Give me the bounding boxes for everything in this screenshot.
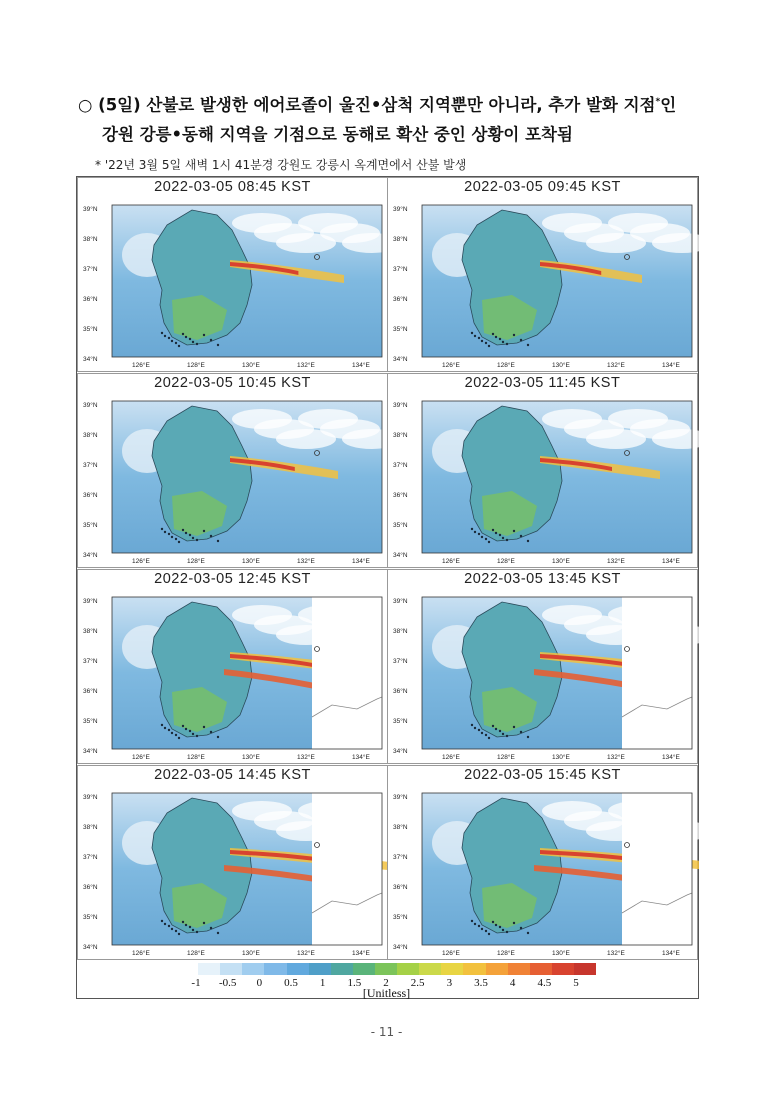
island-dot (485, 930, 487, 932)
island-dot (175, 342, 177, 344)
no-data-area (312, 793, 382, 945)
lat-label: 35°N (83, 326, 98, 333)
colorbar (176, 963, 596, 975)
footnote-mark: * (655, 97, 661, 107)
lat-label: 38°N (393, 628, 408, 635)
island-dot (527, 540, 529, 542)
colorbar-tick-label: 2 (383, 977, 389, 989)
lat-label: 34°N (83, 748, 98, 755)
colorbar-swatch (287, 963, 309, 975)
panel-title: 2022-03-05 12:45 KST (154, 571, 311, 587)
panel-title: 2022-03-05 09:45 KST (464, 179, 621, 195)
lon-label: 126°E (132, 558, 150, 565)
colorbar-tick-label: 1 (319, 977, 326, 989)
island-dot (474, 923, 476, 925)
island-dot (488, 737, 490, 739)
island-dot (527, 736, 529, 738)
lat-label: 36°N (393, 688, 408, 695)
island-dot (471, 332, 473, 334)
lon-label: 134°E (352, 950, 370, 957)
lon-label: 126°E (132, 950, 150, 957)
aerosol-map (78, 178, 389, 373)
colorbar-tick-label: -1 (191, 977, 201, 989)
island-dot (481, 928, 483, 930)
heading-line2: 강원 강릉•동해 지역을 기점으로 동해로 확산 중인 상황이 포착됨 (102, 124, 573, 144)
island-dot (488, 541, 490, 543)
lon-label: 128°E (187, 362, 205, 369)
lat-label: 35°N (83, 522, 98, 529)
lon-label: 130°E (552, 362, 570, 369)
island-dot (210, 927, 212, 929)
island-dot (196, 735, 198, 737)
lon-label: 132°E (607, 362, 625, 369)
island-dot (178, 345, 180, 347)
island-dot (499, 338, 501, 340)
colorbar-swatch (419, 963, 441, 975)
island-dot (161, 920, 163, 922)
lat-label: 37°N (393, 266, 408, 273)
lon-label: 132°E (297, 558, 315, 565)
lat-label: 38°N (83, 432, 98, 439)
colorbar-tick-label: -0.5 (218, 977, 237, 989)
lon-label: 132°E (297, 362, 315, 369)
colorbar-swatch (441, 963, 463, 975)
colorbar-swatch (198, 963, 220, 975)
aerosol-map (78, 374, 389, 569)
lon-label: 132°E (607, 558, 625, 565)
colorbar-swatch (397, 963, 419, 975)
lat-label: 38°N (83, 628, 98, 635)
island-dot (178, 933, 180, 935)
island-dot (481, 732, 483, 734)
lat-label: 36°N (83, 688, 98, 695)
island-dot (485, 342, 487, 344)
colorbar-swatch (530, 963, 552, 975)
island-dot (502, 733, 504, 735)
island-dot (471, 724, 473, 726)
island-dot (210, 731, 212, 733)
lon-label: 132°E (297, 754, 315, 761)
lat-label: 38°N (83, 824, 98, 831)
lat-label: 37°N (83, 266, 98, 273)
lat-label: 37°N (83, 854, 98, 861)
island-dot (161, 528, 163, 530)
island-dot (203, 334, 205, 336)
island-dot (502, 537, 504, 539)
island-dot (168, 925, 170, 927)
colorbar-swatch (486, 963, 508, 975)
island-dot (178, 737, 180, 739)
lat-label: 38°N (393, 236, 408, 243)
island-dot (492, 333, 494, 335)
heading-line1-end: 인 (660, 95, 677, 115)
lon-label: 128°E (187, 754, 205, 761)
island-dot (527, 932, 529, 934)
aerosol-map (78, 570, 389, 765)
colorbar-tick-label: 4.5 (537, 977, 552, 989)
lat-label: 34°N (393, 356, 408, 363)
map-panel (77, 373, 388, 568)
lat-label: 34°N (393, 944, 408, 951)
lon-label: 130°E (552, 754, 570, 761)
island-dot (506, 539, 508, 541)
colorbar-swatch (574, 963, 596, 975)
island-dot (478, 925, 480, 927)
map-panel (387, 765, 698, 960)
island-dot (495, 532, 497, 534)
island-dot (182, 921, 184, 923)
map-panel (387, 373, 698, 568)
island-dot (164, 335, 166, 337)
island-dot (499, 730, 501, 732)
island-dot (471, 920, 473, 922)
colorbar-swatch (375, 963, 397, 975)
lat-label: 35°N (393, 522, 408, 529)
lat-label: 38°N (393, 824, 408, 831)
colorbar-tick-label: 3 (446, 977, 453, 989)
lon-label: 128°E (497, 754, 515, 761)
island-dot (203, 726, 205, 728)
island-dot (478, 337, 480, 339)
map-panel (387, 177, 698, 372)
island-dot (485, 734, 487, 736)
lat-label: 35°N (393, 326, 408, 333)
lon-label: 132°E (607, 754, 625, 761)
colorbar-swatch (309, 963, 331, 975)
island-dot (189, 338, 191, 340)
aerosol-map (388, 178, 699, 373)
island-dot (210, 535, 212, 537)
island-dot (210, 339, 212, 341)
island-dot (192, 929, 194, 931)
island-dot (175, 734, 177, 736)
island-dot (499, 534, 501, 536)
colorbar-tick-label: 4 (509, 977, 516, 989)
panel-title: 2022-03-05 10:45 KST (154, 375, 311, 391)
island-dot (502, 929, 504, 931)
lat-label: 37°N (393, 658, 408, 665)
lat-label: 39°N (393, 794, 408, 801)
lat-label: 36°N (83, 884, 98, 891)
heading (78, 88, 738, 149)
lon-label: 126°E (442, 754, 460, 761)
lat-label: 35°N (393, 914, 408, 921)
lat-label: 36°N (393, 492, 408, 499)
page-number: - 11 - (370, 1025, 403, 1039)
aerosol-map (78, 766, 389, 961)
lat-label: 37°N (83, 462, 98, 469)
island-dot (513, 334, 515, 336)
island-dot (192, 341, 194, 343)
colorbar-swatch (220, 963, 242, 975)
no-data-area (622, 597, 692, 749)
map-panel (77, 765, 388, 960)
island-dot (182, 529, 184, 531)
lat-label: 34°N (83, 552, 98, 559)
lat-label: 36°N (83, 492, 98, 499)
lon-label: 126°E (442, 558, 460, 565)
island-dot (520, 535, 522, 537)
island-dot (185, 532, 187, 534)
lat-label: 36°N (393, 296, 408, 303)
island-dot (161, 332, 163, 334)
lat-label: 35°N (83, 914, 98, 921)
island-dot (485, 538, 487, 540)
lon-label: 134°E (662, 950, 680, 957)
island-dot (506, 343, 508, 345)
island-dot (189, 926, 191, 928)
island-dot (175, 930, 177, 932)
island-dot (168, 337, 170, 339)
island-dot (171, 536, 173, 538)
lat-label: 39°N (83, 794, 98, 801)
lon-label: 128°E (497, 950, 515, 957)
colorbar-unit: [Unitless] (362, 986, 411, 1000)
colorbar-tick-label: 3.5 (474, 977, 488, 989)
island-dot (168, 729, 170, 731)
island-dot (196, 931, 198, 933)
island-dot (499, 926, 501, 928)
lat-label: 34°N (393, 748, 408, 755)
colorbar-swatch (353, 963, 375, 975)
lon-label: 134°E (352, 558, 370, 565)
island-dot (488, 345, 490, 347)
island-dot (217, 736, 219, 738)
lat-label: 35°N (393, 718, 408, 725)
lon-label: 126°E (132, 362, 150, 369)
colorbar-tick-label: 1.5 (347, 977, 362, 989)
heading-line1: (5일) 산불로 발생한 에어로졸이 울진•삼척 지역뿐만 아니라, 추가 발화 지점 (98, 95, 656, 115)
colorbar-swatch (264, 963, 286, 975)
island-dot (203, 530, 205, 532)
island-dot (171, 340, 173, 342)
lon-label: 126°E (442, 950, 460, 957)
island-dot (520, 927, 522, 929)
lon-label: 126°E (132, 754, 150, 761)
island-dot (513, 726, 515, 728)
lat-label: 39°N (83, 402, 98, 409)
lon-label: 134°E (662, 362, 680, 369)
colorbar-swatch (242, 963, 264, 975)
lat-label: 39°N (83, 206, 98, 213)
island-dot (217, 540, 219, 542)
map-panel (387, 569, 698, 764)
lon-label: 134°E (662, 558, 680, 565)
island-dot (185, 924, 187, 926)
island-dot (506, 735, 508, 737)
island-dot (488, 933, 490, 935)
map-panel (77, 177, 388, 372)
lat-label: 35°N (83, 718, 98, 725)
colorbar-swatch (508, 963, 530, 975)
lon-label: 134°E (662, 754, 680, 761)
island-dot (492, 921, 494, 923)
footnote: * '22년 3월 5일 새벽 1시 41분경 강원도 강릉시 옥계면에서 산불 발생 (95, 158, 467, 172)
lon-label: 130°E (552, 950, 570, 957)
island-dot (168, 533, 170, 535)
island-dot (520, 731, 522, 733)
colorbar-swatch (331, 963, 353, 975)
colorbar-tick-label: 5 (573, 977, 579, 989)
lon-label: 128°E (187, 950, 205, 957)
aerosol-map (388, 374, 699, 569)
island-dot (217, 932, 219, 934)
island-dot (481, 340, 483, 342)
island-dot (478, 729, 480, 731)
island-dot (182, 333, 184, 335)
lat-label: 39°N (393, 402, 408, 409)
lat-label: 39°N (393, 598, 408, 605)
island-dot (182, 725, 184, 727)
island-dot (527, 344, 529, 346)
island-dot (185, 336, 187, 338)
lon-label: 134°E (352, 754, 370, 761)
lat-label: 37°N (83, 658, 98, 665)
island-dot (185, 728, 187, 730)
colorbar-tick-label: 0 (256, 977, 263, 989)
island-dot (474, 727, 476, 729)
lat-label: 38°N (83, 236, 98, 243)
lon-label: 130°E (242, 362, 260, 369)
lat-label: 37°N (393, 854, 408, 861)
no-data-area (622, 793, 692, 945)
island-dot (520, 339, 522, 341)
island-dot (196, 539, 198, 541)
island-dot (203, 922, 205, 924)
panel-title: 2022-03-05 08:45 KST (154, 179, 311, 195)
lat-label: 39°N (393, 206, 408, 213)
panel-title: 2022-03-05 13:45 KST (464, 571, 621, 587)
colorbar-tick-label: 2.5 (410, 977, 425, 989)
island-dot (506, 931, 508, 933)
island-dot (178, 541, 180, 543)
island-dot (513, 922, 515, 924)
island-dot (474, 531, 476, 533)
aerosol-map (388, 570, 699, 765)
lat-label: 34°N (393, 552, 408, 559)
lat-label: 37°N (393, 462, 408, 469)
island-dot (495, 336, 497, 338)
island-dot (495, 728, 497, 730)
island-dot (161, 724, 163, 726)
island-dot (495, 924, 497, 926)
lon-label: 128°E (497, 362, 515, 369)
island-dot (492, 529, 494, 531)
lat-label: 39°N (83, 598, 98, 605)
no-data-area (312, 597, 382, 749)
island-dot (189, 730, 191, 732)
colorbar-swatch (176, 963, 198, 975)
panel-title: 2022-03-05 14:45 KST (154, 767, 311, 783)
panel-title: 2022-03-05 15:45 KST (464, 767, 621, 783)
lon-label: 130°E (552, 558, 570, 565)
island-dot (474, 335, 476, 337)
island-dot (164, 923, 166, 925)
island-dot (164, 531, 166, 533)
map-panel (77, 569, 388, 764)
island-dot (171, 732, 173, 734)
panel-title: 2022-03-05 11:45 KST (464, 375, 621, 391)
lon-label: 130°E (242, 754, 260, 761)
lon-label: 130°E (242, 558, 260, 565)
lat-label: 36°N (83, 296, 98, 303)
aerosol-map (388, 766, 699, 961)
island-dot (192, 733, 194, 735)
lat-label: 34°N (83, 944, 98, 951)
island-dot (502, 341, 504, 343)
island-dot (189, 534, 191, 536)
colorbar-tick-label: 0.5 (284, 977, 298, 989)
island-dot (175, 538, 177, 540)
island-dot (217, 344, 219, 346)
lon-label: 134°E (352, 362, 370, 369)
colorbar-swatch (463, 963, 485, 975)
island-dot (192, 537, 194, 539)
lon-label: 128°E (187, 558, 205, 565)
lat-label: 38°N (393, 432, 408, 439)
lon-label: 132°E (607, 950, 625, 957)
bullet: ○ (78, 95, 93, 115)
island-dot (164, 727, 166, 729)
lon-label: 128°E (497, 558, 515, 565)
lat-label: 36°N (393, 884, 408, 891)
island-dot (171, 928, 173, 930)
lon-label: 126°E (442, 362, 460, 369)
island-dot (471, 528, 473, 530)
island-dot (492, 725, 494, 727)
colorbar-swatch (552, 963, 574, 975)
lat-label: 34°N (83, 356, 98, 363)
lon-label: 132°E (297, 950, 315, 957)
island-dot (481, 536, 483, 538)
island-dot (478, 533, 480, 535)
island-dot (513, 530, 515, 532)
lon-label: 130°E (242, 950, 260, 957)
island-dot (196, 343, 198, 345)
